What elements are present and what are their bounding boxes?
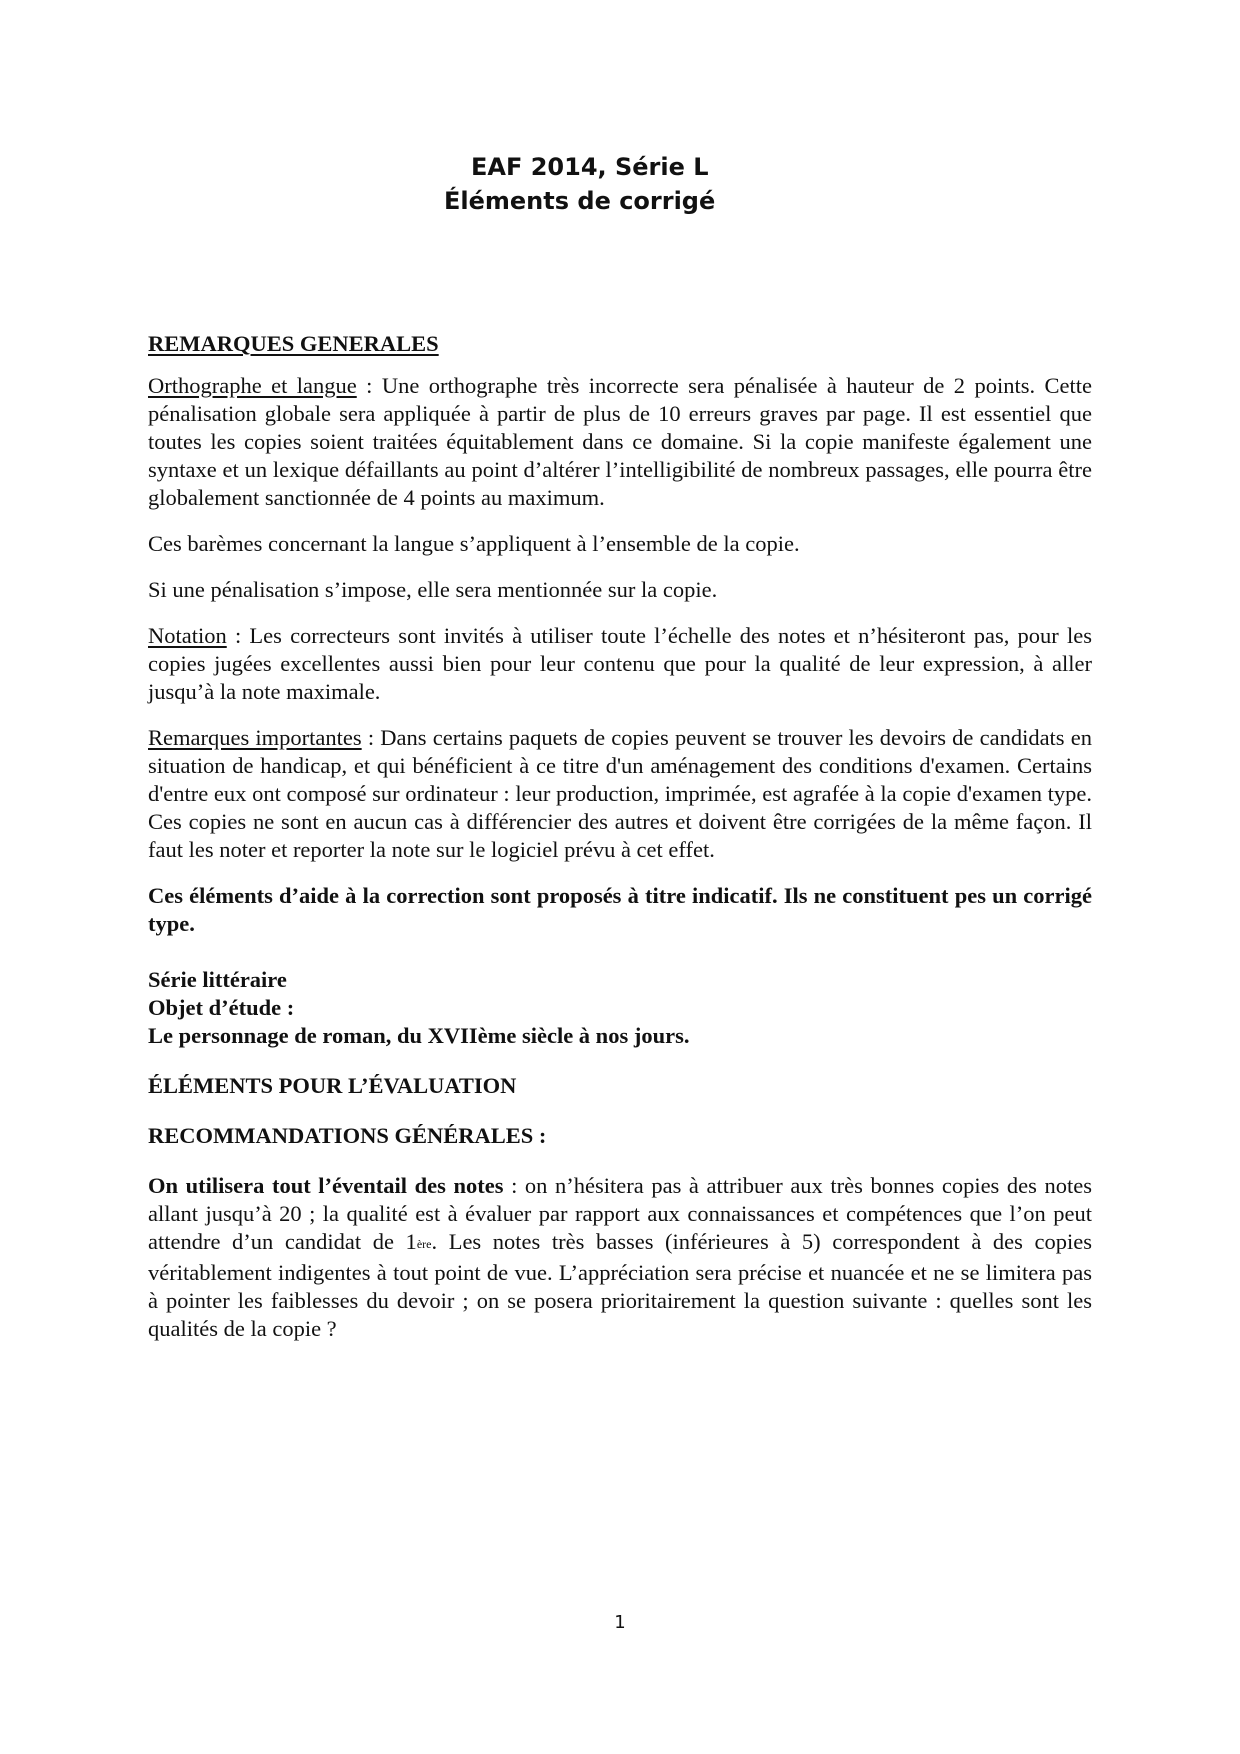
text-notation: : Les correcteurs sont invités à utiliser toute l’échelle des notes et n’hésiteront pas, pour les copies jugées excellentes aussi bien pour leur contenu que pour la qualité de leur expression, à aller jusqu’à la note maximale. [148, 623, 1092, 704]
objet-etude-line: Objet d’étude : [148, 995, 295, 1020]
heading-recommandations: RECOMMANDATIONS GÉNÉRALES : [148, 1123, 547, 1148]
label-remarques-importantes: Remarques importantes [148, 725, 362, 750]
objet-etude-title: Le personnage de roman, du XVIIème siècle à nos jours. [148, 1023, 690, 1048]
paragraph-notation [148, 622, 1092, 706]
label-eventail: On utilisera tout l’éventail des notes [148, 1173, 504, 1198]
document-body [148, 330, 1092, 1343]
text-eventail-part2: . Les notes très basses (inférieures à 5) correspondent à des copies véritablement indigentes à tout point de vue. L’appréciation sera précise et nuancée et ne se limitera pas à pointer les faiblesses du devoir ; on se posera prioritairement la question suivante : quelles sont les qualités de la copie ? [148, 1229, 1092, 1341]
document-title [0, 150, 1240, 218]
text-orthographe: : Une orthographe très incorrecte sera pénalisée à hauteur de 2 points. Cette pénalisation globale sera appliquée à partir de plus de 10 erreurs graves par page. Il est essentiel que toutes les copies soient traitées équitablement dans ce domaine. Si la copie manifeste également une syntaxe et un lexique défaillants au point d’altérer l’intelligibilité de nombreux passages, elle pourra être globalement sanctionnée de 4 points au maximum. [148, 373, 1092, 510]
heading-remarques-generales: REMARQUES GENERALES [148, 331, 439, 356]
paragraph-penalisation: Si une pénalisation s’impose, elle sera mentionnée sur la copie. [148, 577, 718, 602]
paragraph-orthographe [148, 372, 1092, 512]
label-notation: Notation [148, 623, 227, 648]
text-eventail-part1: : on n’hésitera pas à attribuer aux très bonnes copies des notes allant jusqu’à 20 ; la qualité est à évaluer par rapport aux connaissances et compétences que l’on peut attendre d’un candidat de 1 [148, 1173, 1092, 1254]
label-orthographe: Orthographe et langue [148, 373, 357, 398]
title-exam: EAF 2014, Série L [471, 153, 709, 181]
paragraph-eventail [148, 1172, 1092, 1343]
paragraph-baremes: Ces barèmes concernant la langue s’appliquent à l’ensemble de la copie. [148, 531, 800, 556]
page-number: 1 [614, 1612, 626, 1633]
serie-block [148, 966, 1092, 1050]
paragraph-remarques-importantes [148, 724, 1092, 864]
text-remarques-importantes: : Dans certains paquets de copies peuvent se trouver les devoirs de candidats en situation de handicap, et qui bénéficient à ce titre d'un aménagement des conditions d'examen. Certains d'entre eux ont composé sur ordinateur : leur production, imprimée, est agrafée à la copie d'examen type. Ces copies ne sont en aucun cas à différencier des autres et doivent être corrigées de la même façon. Il faut les noter et reporter la note sur le logiciel prévu à cet effet. [148, 725, 1092, 862]
heading-elements-evaluation: ÉLÉMENTS POUR L’ÉVALUATION [148, 1073, 517, 1098]
title-subtitle: Éléments de corrigé [444, 187, 716, 215]
paragraph-avertissement: Ces éléments d’aide à la correction sont proposés à titre indicatif. Ils ne constituent pes un corrigé type. [148, 883, 1092, 936]
superscript-ere: ère [416, 1237, 432, 1251]
serie-line: Série littéraire [148, 967, 287, 992]
